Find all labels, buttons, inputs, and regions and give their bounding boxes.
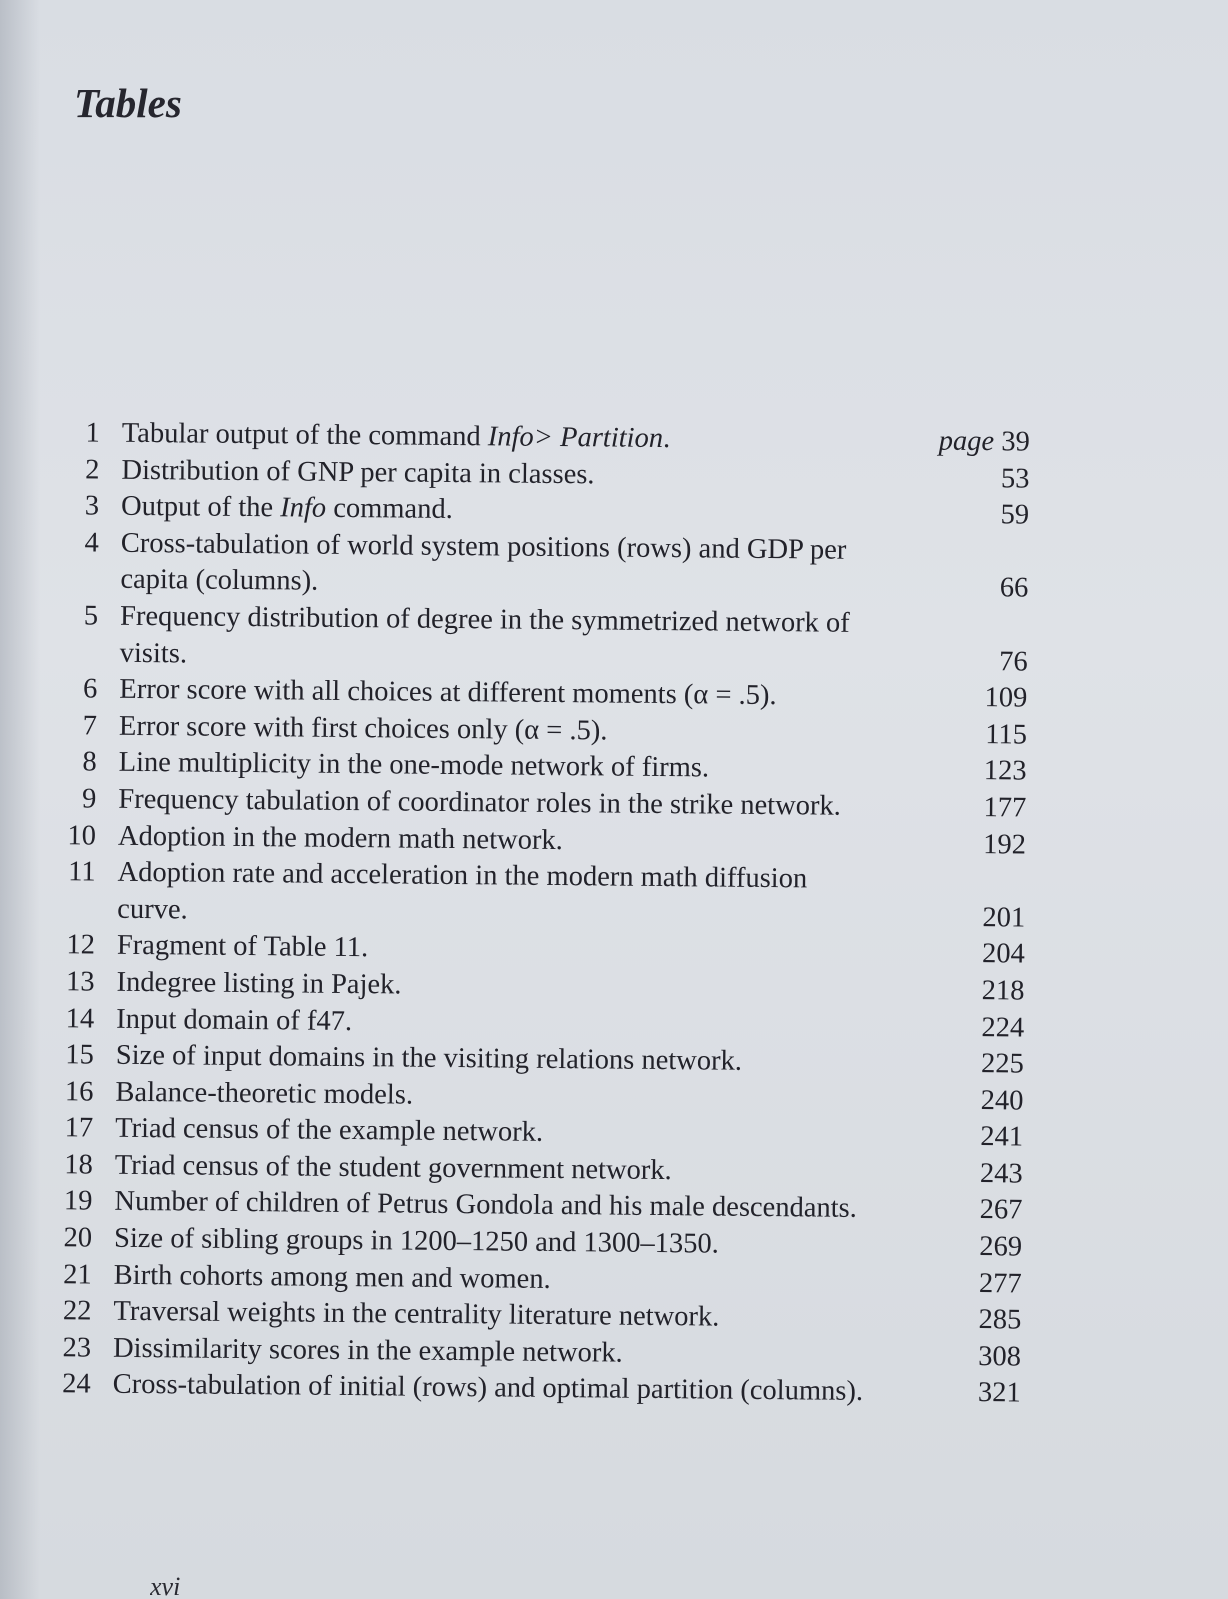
page-number: 285 [978,1304,1022,1336]
tables-list [31,415,1030,1412]
table-caption [113,1367,891,1411]
caption-text: Traversal weights in the centrality literature network. [113,1295,720,1333]
page-number: 204 [981,938,1026,970]
page-number: 269 [979,1231,1023,1263]
caption-text: Error score with first choices only (α = .5). [118,710,608,747]
page-number: 66 [999,572,1029,604]
page-number: 321 [977,1377,1021,1409]
caption-text: Triad census of the example network. [115,1113,544,1149]
table-number: 4 [84,527,99,559]
caption-text: Frequency tabulation of coordinator roles in the strike network. [118,783,842,822]
table-number: 22 [62,1295,92,1327]
table-number: 2 [85,454,100,486]
caption-text: Fragment of Table 11. [116,930,369,964]
table-number: 7 [82,710,98,742]
page-number-roman: xvi [150,1572,181,1599]
page-reference [892,1228,1022,1266]
caption-text: Triad census of the student government network. [114,1149,672,1186]
page-number: 277 [978,1267,1022,1300]
page-reference [895,936,1025,974]
page-reference [899,496,1029,534]
table-number: 24 [62,1368,91,1400]
page-number: 218 [981,974,1025,1007]
caption-text: Error score with all choices at different moments (α = .5). [119,673,777,712]
page-reference [899,460,1029,498]
table-number: 1 [85,417,100,449]
page-number: 39 [1001,426,1030,458]
table-number: 13 [65,966,95,998]
page-reference [892,1265,1022,1303]
page-reference [896,753,1026,791]
page-reference [900,423,1030,461]
caption-text: Tabular output of the command [121,417,489,453]
page-number: 243 [979,1157,1023,1190]
table-number: 19 [63,1185,93,1218]
caption-text: Adoption in the modern math network. [117,820,563,856]
page-reference [893,1155,1023,1193]
table-number: 9 [81,783,97,815]
page-reference [892,1192,1022,1230]
page-reference [898,570,1028,608]
page-reference [894,1009,1024,1047]
caption-italic-text: Info> Partition [487,421,664,454]
table-caption [120,526,899,607]
page-number: 177 [983,792,1027,824]
page-number: 224 [981,1011,1025,1043]
caption-text: Line multiplicity in the one-mode network of firms. [118,747,710,784]
caption-text: Size of sibling groups in 1200–1250 and 1300–1350. [113,1222,720,1260]
page-reference [897,679,1027,717]
page-number: 241 [980,1121,1024,1153]
page-reference [897,716,1027,754]
table-number: 5 [83,600,99,632]
page-number: 53 [1000,462,1030,495]
table-number: 18 [64,1149,93,1181]
caption-text: Birth cohorts among men and women. [113,1259,551,1295]
caption-text: Adoption rate and acceleration in the modern math diffusion curve. [117,856,808,926]
caption-text: Dissimilarity scores in the example network. [112,1332,623,1369]
page-number: 308 [978,1340,1022,1373]
page-number: 192 [983,828,1027,861]
table-number: 14 [65,1002,95,1035]
page-reference [891,1338,1021,1376]
table-number: 16 [64,1075,94,1108]
table-number: 11 [68,856,96,888]
table-caption [117,855,896,936]
table-number: 20 [63,1222,93,1254]
page-reference [898,643,1028,681]
page-reference [891,1301,1021,1339]
page-reference [890,1375,1020,1413]
caption-text: Distribution of GNP per capita in classes. [121,454,595,490]
page-number: 109 [984,682,1028,714]
caption-text: Number of children of Petrus Gondola and his male descendants. [114,1186,857,1225]
page-number: 225 [980,1048,1024,1080]
caption-text: Indegree listing in Pajek. [116,966,402,1001]
page-number: 240 [980,1084,1024,1117]
caption-text: Frequency distribution of degree in the symmetrized network of visits. [119,600,850,669]
table-number: 3 [84,490,100,522]
page-number: 76 [999,645,1028,678]
caption-text: Input domain of f47. [116,1003,353,1037]
table-number: 6 [82,673,98,705]
page-number: 115 [985,718,1028,751]
table-number: 21 [63,1258,92,1291]
page-reference [896,789,1026,827]
caption-text-suffix: . [662,422,671,455]
page-reference [893,1082,1023,1120]
table-number: 15 [65,1039,95,1071]
table-caption [120,599,899,680]
table-number: 17 [64,1112,94,1144]
caption-text: Cross-tabulation of initial (rows) and optimal partition (columns). [112,1369,864,1408]
caption-text: Output of the [120,490,281,524]
page-reference [894,972,1024,1010]
page-number: 59 [1000,499,1030,531]
caption-text: Balance-theoretic models. [115,1076,414,1111]
caption-text: Cross-tabulation of world system positions (rows) and GDP per capita (columns). [120,527,847,598]
table-list-item [35,854,1026,937]
table-list-item [38,598,1029,681]
table-list-item [38,525,1029,608]
caption-text: Size of input domains in the visiting relations network. [115,1039,743,1077]
table-number: 12 [66,929,96,961]
page-number: 123 [983,755,1027,787]
caption-italic-text: Info [280,492,327,524]
page-reference [894,1045,1024,1083]
table-number: 10 [67,819,97,852]
page-prefix: page [938,425,995,458]
caption-text-suffix: command. [325,492,453,526]
page-reference [893,1119,1023,1157]
table-number: 23 [62,1332,92,1364]
table-number: 8 [82,746,97,778]
page-reference [896,826,1026,864]
page-number: 201 [982,901,1026,934]
page-title: Tables [74,80,182,127]
page-number: 267 [979,1194,1023,1226]
page-reference [895,899,1025,937]
